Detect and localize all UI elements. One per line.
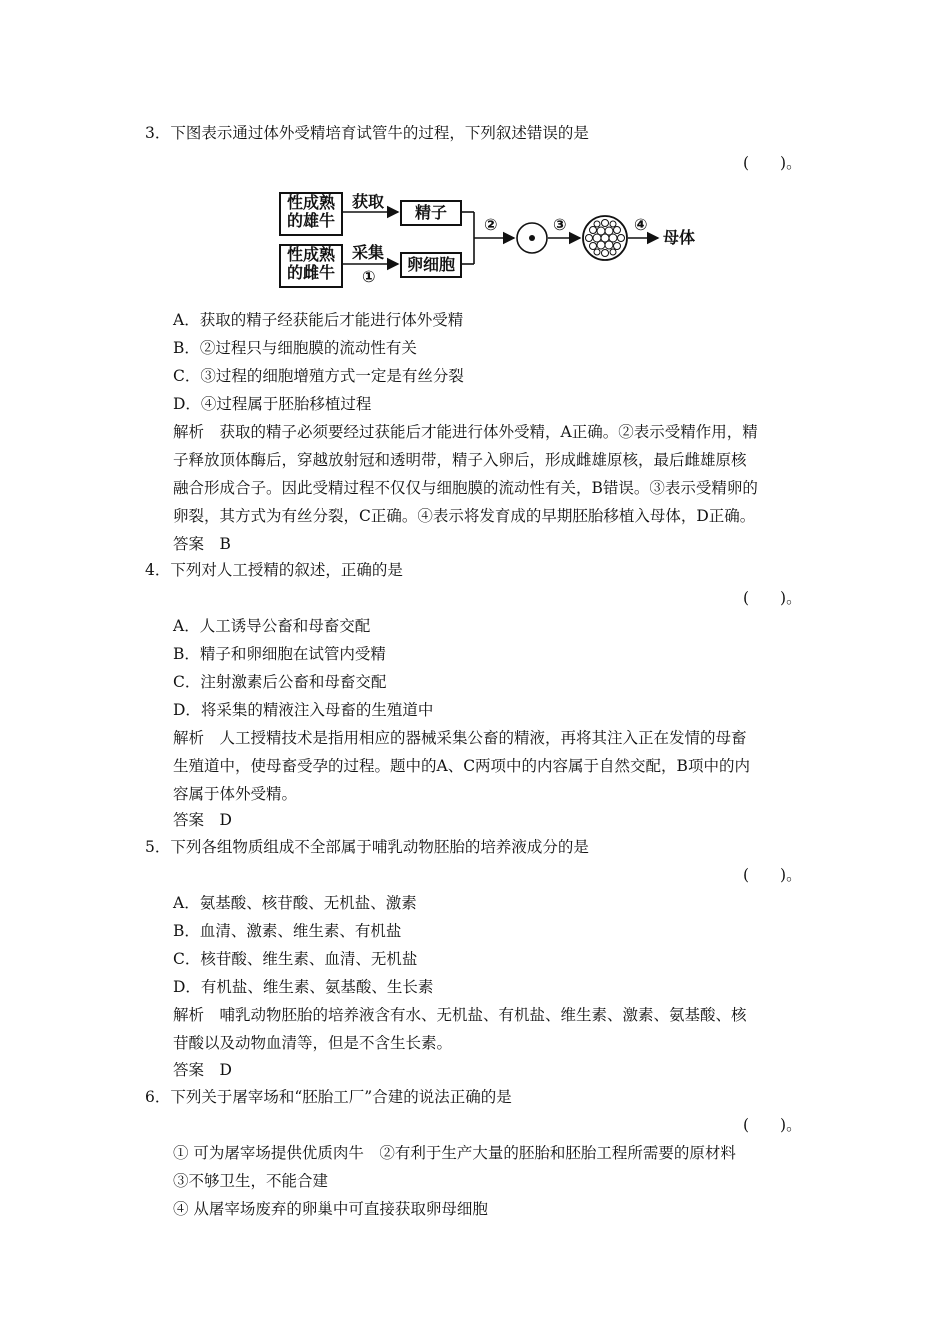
- q5-option-c: C．核苷酸、维生素、血清、无机盐: [173, 950, 418, 968]
- question-6-bracket: ( )。: [743, 1116, 802, 1134]
- q4-option-b: B．精子和卵细胞在试管内受精: [173, 645, 386, 663]
- q5-answer: 答案 D: [173, 1061, 232, 1079]
- question-3-bracket: ( )。: [743, 154, 802, 172]
- q3-option-a: A．获取的精子经获能后才能进行体外受精: [173, 311, 464, 329]
- q4-answer: 答案 D: [173, 811, 232, 829]
- step-1-label: ①: [362, 267, 376, 286]
- sperm-box: 精子: [400, 200, 462, 226]
- ivf-process-diagram: [270, 184, 710, 292]
- q3-option-c: C．③过程的细胞增殖方式一定是有丝分裂: [173, 367, 464, 385]
- question-4-stem: 4．下列对人工授精的叙述，正确的是: [145, 561, 403, 579]
- q6-statement: ④ 从屠宰场废弃的卵巢中可直接获取卵母细胞: [173, 1200, 488, 1218]
- q5-analysis-line: 苷酸以及动物血清等，但是不含生长素。: [173, 1034, 453, 1052]
- egg-box: 卵细胞: [400, 252, 462, 278]
- q5-analysis-line: 解析 哺乳动物胚胎的培养液含有水、无机盐、有机盐、维生素、激素、氨基酸、核: [173, 1006, 747, 1024]
- q4-option-c: C．注射激素后公畜和母畜交配: [173, 673, 387, 691]
- male-cattle-box: 性成熟 的雄牛: [279, 192, 343, 236]
- female-cattle-box: 性成熟 的雌牛: [279, 244, 343, 288]
- q6-statement: ③不够卫生，不能合建: [173, 1172, 329, 1190]
- q3-analysis-line: 子释放顶体酶后，穿越放射冠和透明带，精子入卵后，形成雌雄原核，最后雌雄原核: [173, 451, 747, 469]
- q5-option-b: B．血清、激素、维生素、有机盐: [173, 922, 402, 940]
- mother-label: 母体: [663, 228, 696, 247]
- q4-option-d: D．将采集的精液注入母畜的生殖道中: [173, 701, 434, 719]
- q5-option-d: D．有机盐、维生素、氨基酸、生长素: [173, 978, 434, 996]
- q4-analysis-line: 解析 人工授精技术是指用相应的器械采集公畜的精液，再将其注入正在发情的母畜: [173, 729, 747, 747]
- q6-statement: ① 可为屠宰场提供优质肉牛 ②有利于生产大量的胚胎和胚胎工程所需要的原材料: [173, 1144, 736, 1162]
- question-4-bracket: ( )。: [743, 589, 802, 607]
- step-4-label: ④: [634, 215, 648, 234]
- q3-analysis-line: 融合形成合子。因此受精过程不仅仅与细胞膜的流动性有关，B错误。③表示受精卵的: [173, 479, 758, 497]
- q3-analysis-line: 解析 获取的精子必须要经过获能后才能进行体外受精，A正确。②表示受精作用，精: [173, 423, 758, 441]
- q4-analysis-line: 容属于体外受精。: [173, 785, 298, 803]
- q5-option-a: A．氨基酸、核苷酸、无机盐、激素: [173, 894, 417, 912]
- question-5-bracket: ( )。: [743, 866, 802, 884]
- question-5-stem: 5．下列各组物质组成不全部属于哺乳动物胚胎的培养液成分的是: [145, 838, 589, 856]
- q4-option-a: A．人工诱导公畜和母畜交配: [173, 617, 371, 635]
- collect-label: 采集: [352, 243, 385, 262]
- q3-option-d: D．④过程属于胚胎移植过程: [173, 395, 372, 413]
- q3-answer: 答案 B: [173, 535, 231, 553]
- question-3-stem: 3．下图表示通过体外受精培育试管牛的过程，下列叙述错误的是: [145, 124, 589, 142]
- question-6-stem: 6．下列关于屠宰场和“胚胎工厂”合建的说法正确的是: [145, 1088, 512, 1106]
- get-label: 获取: [352, 192, 385, 211]
- q3-analysis-line: 卵裂，其方式为有丝分裂，C正确。④表示将发育成的早期胚胎移植入母体，D正确。: [173, 507, 756, 525]
- step-3-label: ③: [553, 215, 567, 234]
- step-2-label: ②: [484, 215, 498, 234]
- q4-analysis-line: 生殖道中，使母畜受孕的过程。题中的A、C两项中的内容属于自然交配，B项中的内: [173, 757, 750, 775]
- q3-option-b: B．②过程只与细胞膜的流动性有关: [173, 339, 417, 357]
